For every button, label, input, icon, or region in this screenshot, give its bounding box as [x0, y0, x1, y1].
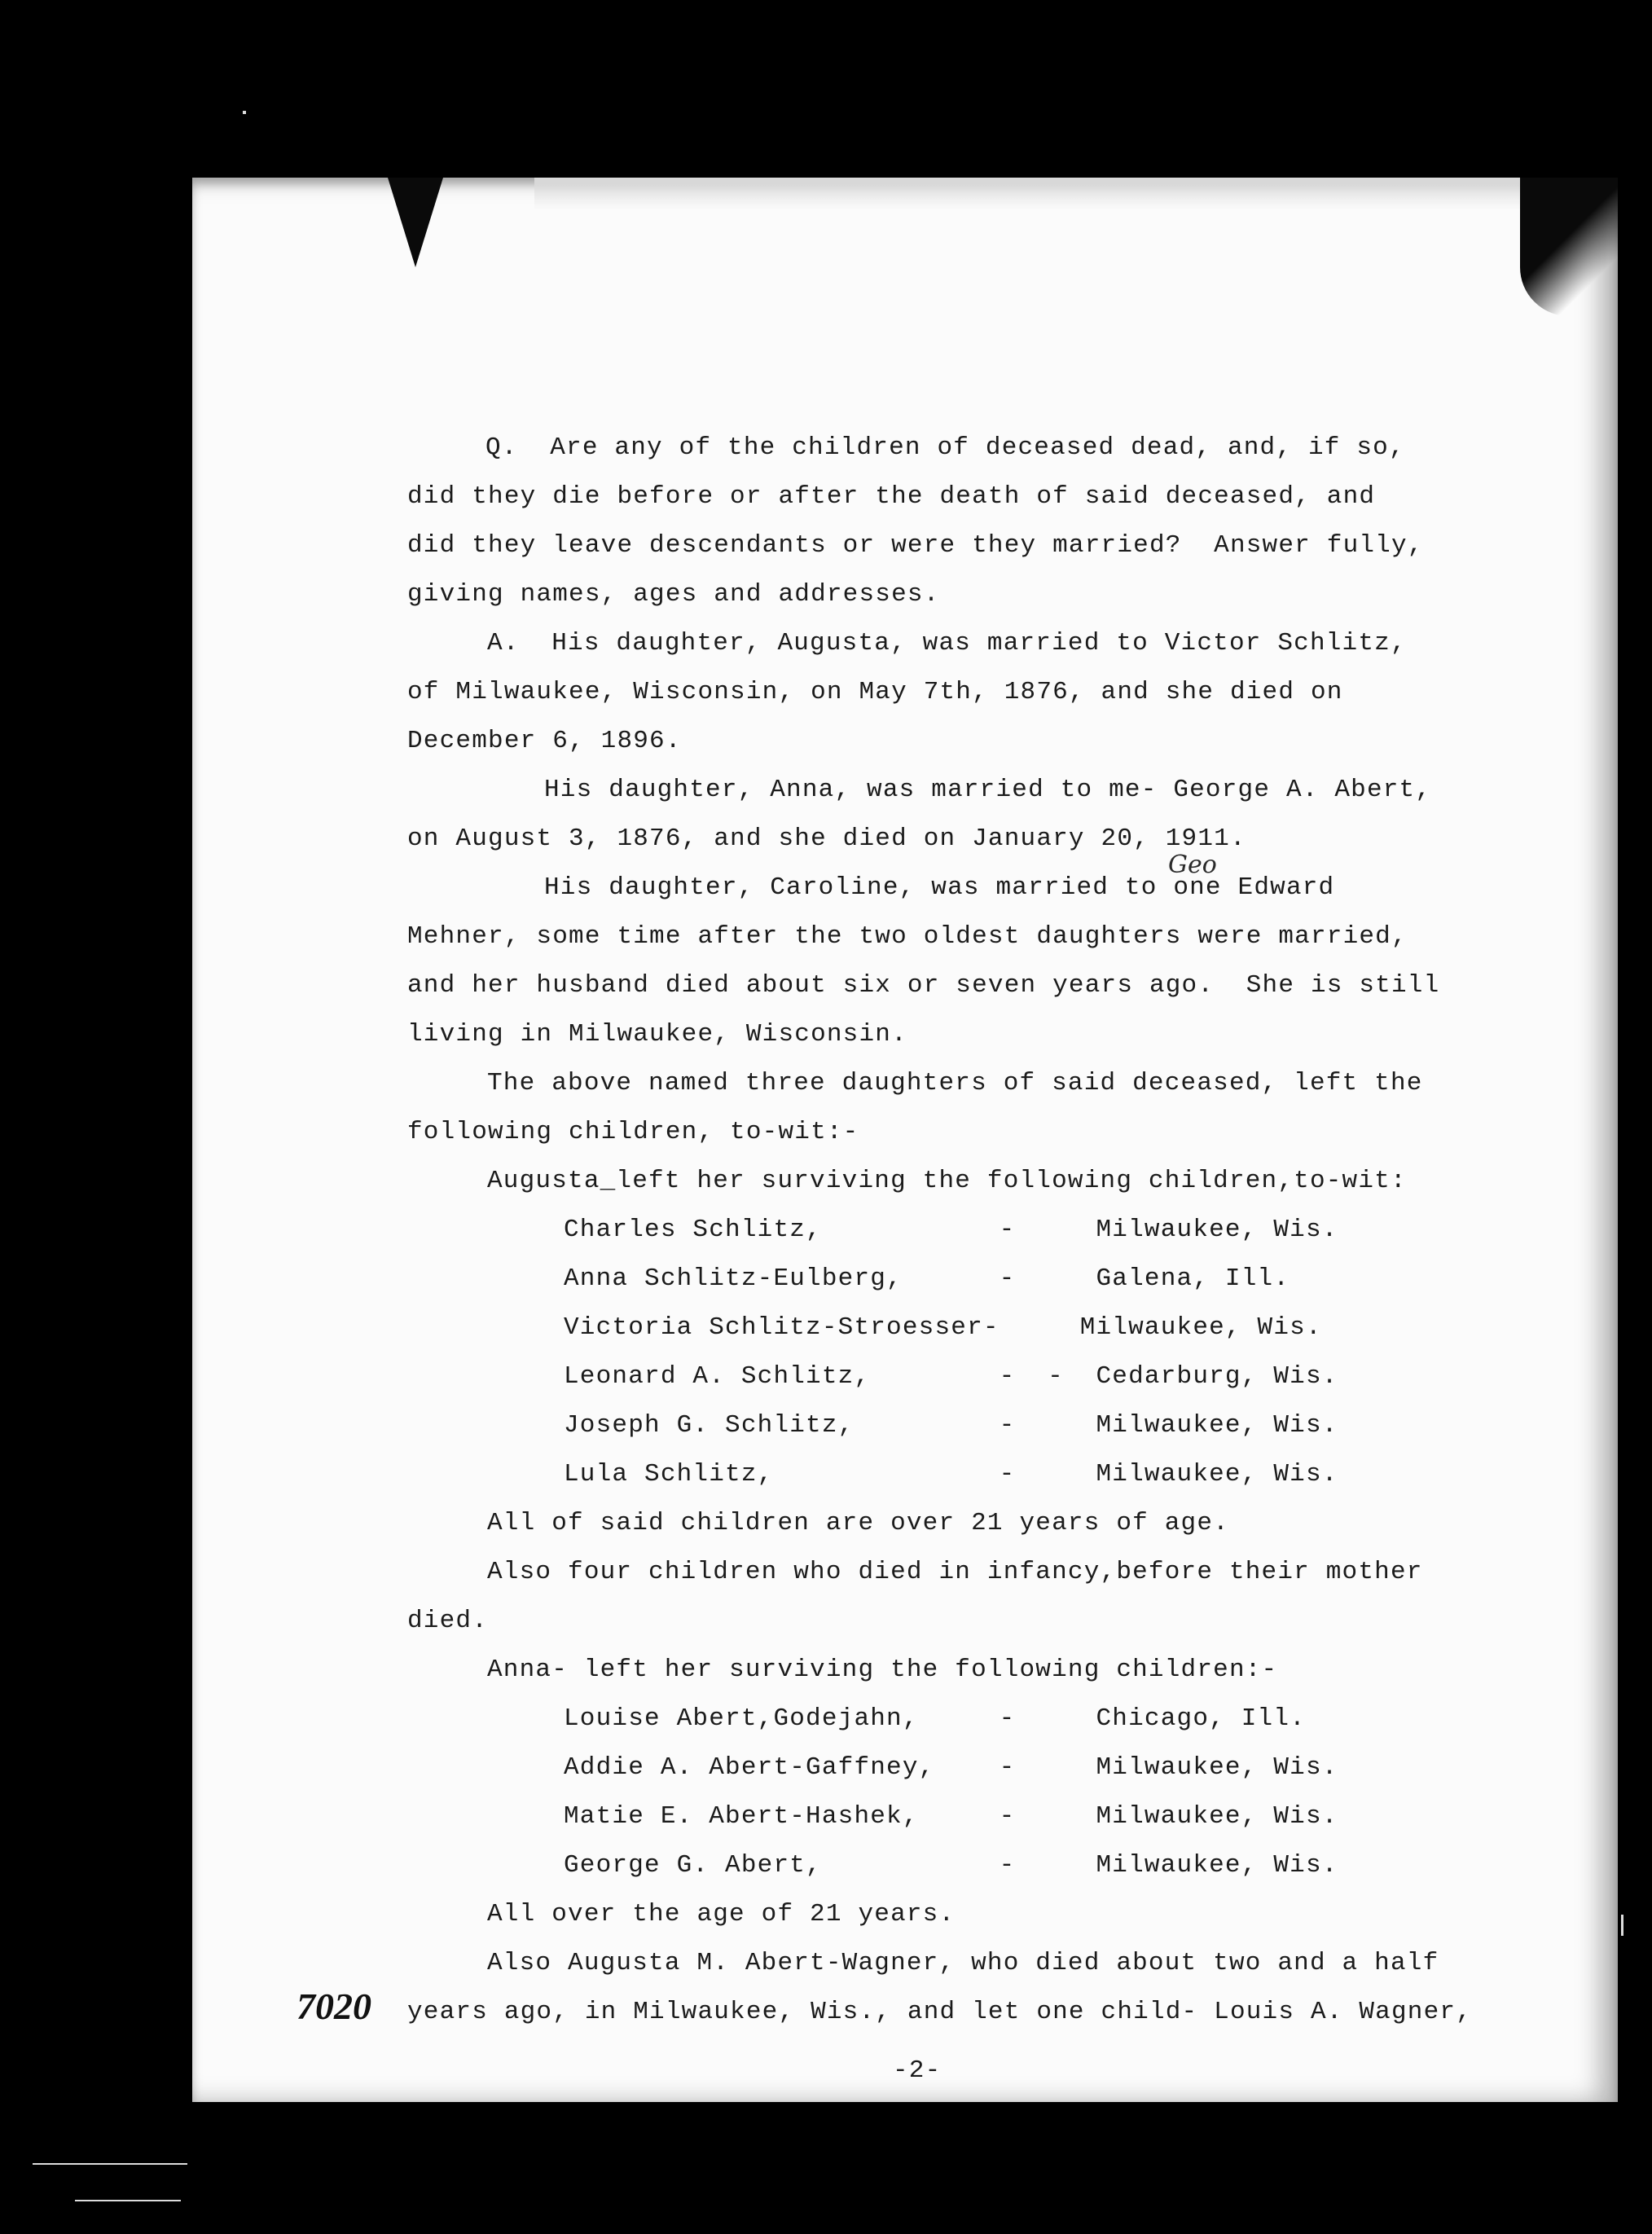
- text-line: following children, to-wit:-: [407, 1118, 859, 1146]
- text-line: December 6, 1896.: [407, 727, 682, 755]
- document-page: [192, 178, 1618, 2102]
- text-line: died.: [407, 1607, 489, 1635]
- clip-notch-right: [1520, 178, 1618, 316]
- text-line: His daughter, Caroline, was married to one Edward: [544, 873, 1335, 902]
- text-line: Also Augusta M. Abert-Wagner, who died about two and a half: [487, 1949, 1439, 1977]
- text-line: and her husband died about six or seven years ago. She is still: [407, 971, 1440, 1000]
- scan-dust: [33, 2163, 187, 2165]
- text-line: Augusta_left her surviving the following children,to-wit:: [487, 1167, 1407, 1195]
- scan-dust: [243, 111, 246, 114]
- children-list-item: Matie E. Abert-Hashek, - Milwaukee, Wis.: [564, 1802, 1338, 1831]
- text-line: Also four children who died in infancy,before their mother: [487, 1558, 1423, 1586]
- text-line: Anna- left her surviving the following children:-: [487, 1656, 1278, 1684]
- children-list-item: George G. Abert, - Milwaukee, Wis.: [564, 1851, 1338, 1880]
- text-line: All over the age of 21 years.: [487, 1900, 956, 1928]
- children-list-item: Addie A. Abert-Gaffney, - Milwaukee, Wis.: [564, 1753, 1338, 1782]
- text-line: Mehner, some time after the two oldest daughters were married,: [407, 922, 1408, 951]
- document-number-stamp: 7020: [297, 1986, 371, 2027]
- text-line: on August 3, 1876, and she died on January 20, 1911.: [407, 825, 1246, 853]
- text-line: The above named three daughters of said deceased, left the: [487, 1069, 1423, 1097]
- children-list-item: Anna Schlitz-Eulberg, - Galena, Ill.: [564, 1264, 1290, 1293]
- text-line: A. His daughter, Augusta, was married to Victor Schlitz,: [487, 629, 1407, 657]
- text-line: living in Milwaukee, Wisconsin.: [407, 1020, 907, 1049]
- text-line: Q. Are any of the children of deceased dead, and, if so,: [485, 433, 1405, 462]
- children-list-item: Victoria Schlitz-Stroesser- Milwaukee, Wis.: [564, 1313, 1322, 1342]
- children-list-item: Leonard A. Schlitz, - - Cedarburg, Wis.: [564, 1362, 1338, 1391]
- children-list-item: Charles Schlitz, - Milwaukee, Wis.: [564, 1216, 1338, 1244]
- children-list-item: Louise Abert,Godejahn, - Chicago, Ill.: [564, 1704, 1306, 1733]
- children-list-item: Lula Schlitz, - Milwaukee, Wis.: [564, 1460, 1338, 1489]
- scan-dust: [1621, 1915, 1623, 1936]
- text-line: All of said children are over 21 years of age.: [487, 1509, 1229, 1537]
- clip-notch-left: [388, 178, 443, 267]
- text-line: did they die before or after the death of said deceased, and: [407, 482, 1376, 511]
- children-list-item: Joseph G. Schlitz, - Milwaukee, Wis.: [564, 1411, 1338, 1440]
- text-line: His daughter, Anna, was married to me- George A. Abert,: [544, 776, 1432, 804]
- scan-dust: [75, 2200, 181, 2201]
- handwritten-insert: Geo: [1168, 851, 1217, 879]
- text-line: giving names, ages and addresses.: [407, 580, 940, 609]
- text-line: years ago, in Milwaukee, Wis., and let one child- Louis A. Wagner,: [407, 1998, 1472, 2026]
- text-line: of Milwaukee, Wisconsin, on May 7th, 1876, and she died on: [407, 678, 1343, 706]
- page-fold-shadow: [534, 178, 1593, 210]
- text-line: did they leave descendants or were they married? Answer fully,: [407, 531, 1424, 560]
- page-number: -2-: [893, 2056, 942, 2085]
